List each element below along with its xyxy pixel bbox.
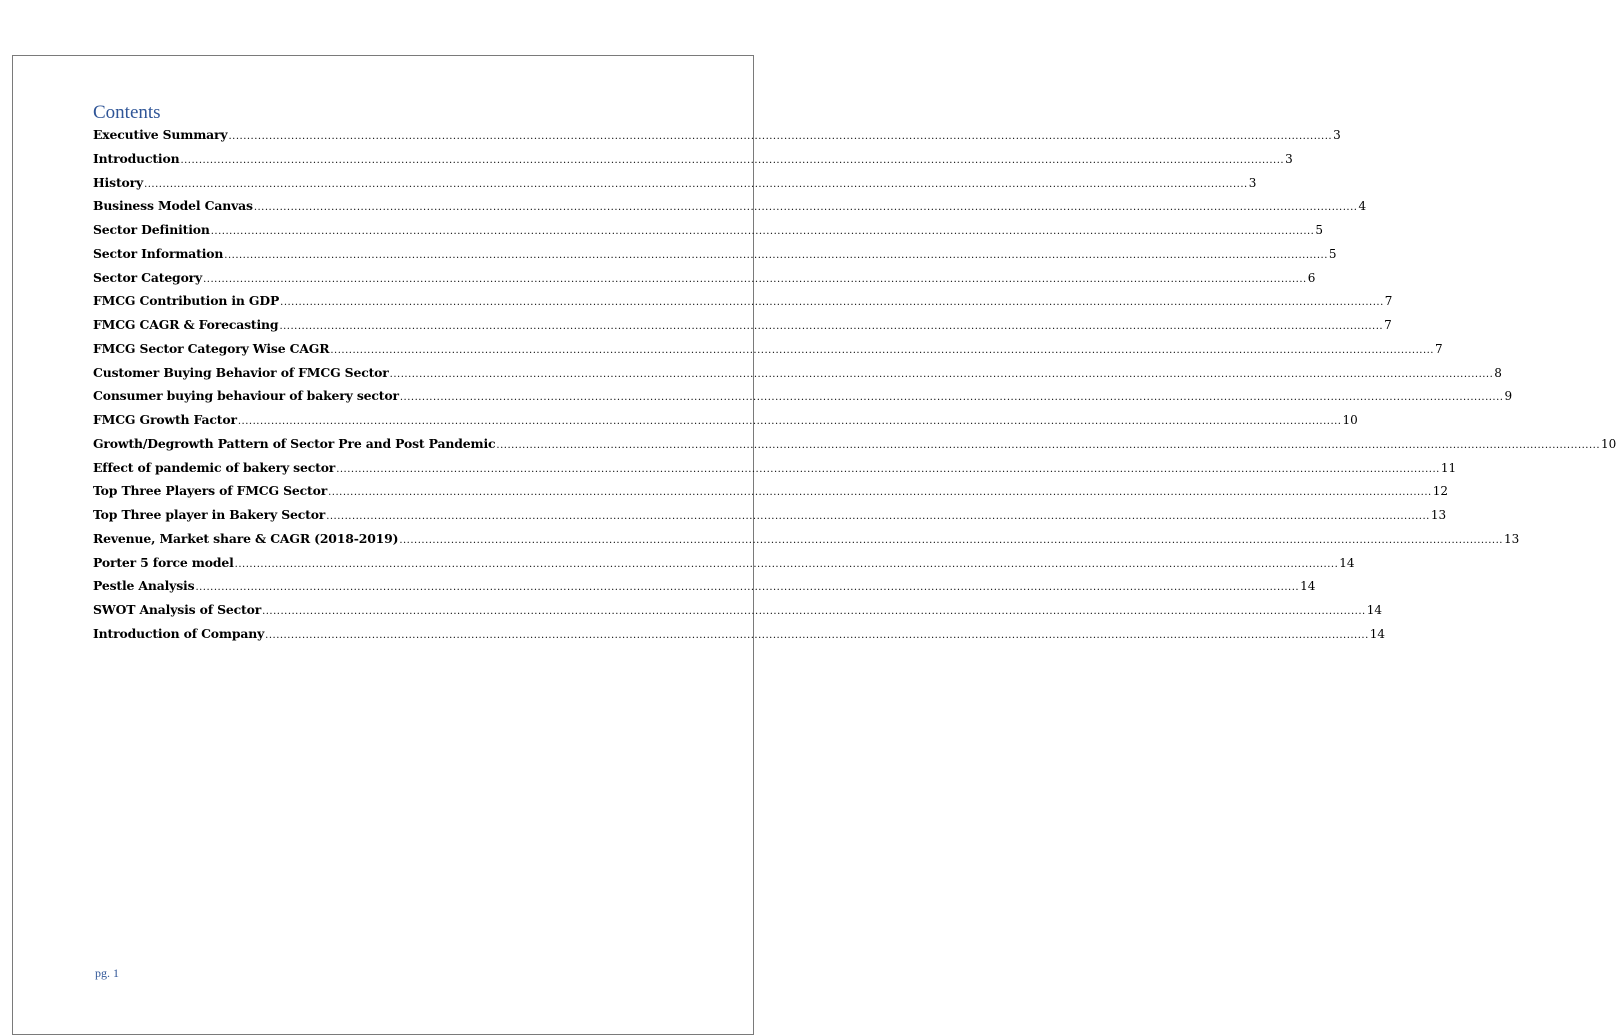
toc-entry-page: 5 xyxy=(1315,223,1324,237)
toc-entry-page: 3 xyxy=(1333,128,1341,142)
toc-entry-page: 11 xyxy=(1440,460,1457,475)
toc-entry-title: FMCG Growth Factor xyxy=(93,412,237,427)
toc-leader-dots: ............................................................................................................................................................................................................................................................................................................ xyxy=(280,297,1384,309)
toc-entry-page: 8 xyxy=(1494,365,1502,380)
toc-entry-page: 9 xyxy=(1504,389,1513,404)
toc-leader-dots: ............................................................................................................................................................................................................................................................................................................ xyxy=(180,154,1285,166)
toc-entry-page: 6 xyxy=(1307,270,1316,285)
toc-entry-page: 14 xyxy=(1369,626,1386,641)
toc-entry[interactable] xyxy=(93,243,1337,267)
toc-entry[interactable] xyxy=(93,457,1457,481)
toc-entry-page: 12 xyxy=(1432,484,1449,499)
toc-entry-title: FMCG Contribution in GDP xyxy=(93,293,280,309)
toc-leader-dots: ............................................................................................................................................................................................................................................................................................................ xyxy=(144,178,1248,190)
toc-entry[interactable] xyxy=(93,433,1616,457)
toc-leader-dots: ............................................................................................................................................................................................................................................................................................................ xyxy=(228,131,1333,142)
toc-leader-dots: ............................................................................................................................................................................................................................................................................................................ xyxy=(224,249,1328,261)
toc-entry-title: SWOT Analysis of Sector xyxy=(93,602,262,617)
toc-entry[interactable] xyxy=(93,195,1367,219)
toc-entry-page: 5 xyxy=(1328,246,1337,261)
toc-leader-dots: ............................................................................................................................................................................................................................................................................................................ xyxy=(195,582,1300,594)
toc-entry[interactable] xyxy=(93,528,1520,552)
toc-entry[interactable] xyxy=(93,267,1316,291)
toc-entry-page: 14 xyxy=(1300,579,1316,594)
toc-entry-page: 13 xyxy=(1503,531,1520,546)
toc-entry[interactable] xyxy=(93,504,1447,528)
toc-entry[interactable] xyxy=(93,338,1443,362)
toc-entry[interactable] xyxy=(93,362,1502,386)
toc-entry-page: 10 xyxy=(1342,413,1358,427)
toc-entry-title: Top Three player in Bakery Sector xyxy=(93,507,326,522)
toc-entry-title: FMCG CAGR & Forecasting xyxy=(93,317,279,332)
toc-entry-page: 13 xyxy=(1430,508,1447,522)
toc-entry-page: 7 xyxy=(1384,294,1393,309)
toc-leader-dots: ............................................................................................................................................................................................................................................................................................................ xyxy=(326,511,1430,522)
toc-entry-title: Sector Category xyxy=(93,269,203,285)
page-number: pg. 1 xyxy=(95,966,119,980)
toc-entry[interactable] xyxy=(93,575,1316,599)
toc-entry[interactable] xyxy=(93,480,1449,504)
toc-entry-title: History xyxy=(93,174,144,190)
toc-entry-title: Pestle Analysis xyxy=(93,578,195,594)
toc-leader-dots: ............................................................................................................................................................................................................................................................................................................ xyxy=(262,606,1366,617)
toc-entry[interactable] xyxy=(93,314,1392,338)
toc-entry-title: Introduction xyxy=(93,150,180,166)
toc-leader-dots: ............................................................................................................................................................................................................................................................................................................ xyxy=(279,321,1384,332)
toc-entry-title: Porter 5 force model xyxy=(93,554,234,570)
toc-entry-page: 3 xyxy=(1248,175,1257,190)
toc-entry[interactable] xyxy=(93,385,1513,409)
toc-entry[interactable] xyxy=(93,290,1393,314)
toc-entry-title: Executive Summary xyxy=(93,127,228,142)
toc-entry-page: 10 xyxy=(1601,436,1616,451)
toc-entry[interactable] xyxy=(93,552,1355,576)
toc-entry-title: Effect of pandemic of bakery sector xyxy=(93,459,336,475)
toc-entry-title: Introduction of Company xyxy=(93,625,265,641)
toc-leader-dots: ............................................................................................................................................................................................................................................................................................................ xyxy=(399,534,1503,546)
toc-leader-dots: ............................................................................................................................................................................................................................................................................................................ xyxy=(496,439,1601,451)
toc-entry-title: Sector Information xyxy=(93,245,224,261)
toc-entry[interactable] xyxy=(93,599,1382,623)
toc-leader-dots: ............................................................................................................................................................................................................................................................................................................ xyxy=(210,226,1315,237)
toc-leader-dots: ............................................................................................................................................................................................................................................................................................................ xyxy=(265,629,1369,641)
toc-entry-title: Revenue, Market share & CAGR (2018-2019) xyxy=(93,530,399,546)
toc-leader-dots: ............................................................................................................................................................................................................................................................................................................ xyxy=(389,368,1494,380)
toc-leader-dots: ............................................................................................................................................................................................................................................................................................................ xyxy=(328,487,1432,499)
toc-entry-page: 14 xyxy=(1366,603,1382,617)
toc-entry-page: 4 xyxy=(1358,199,1367,214)
toc-leader-dots: ............................................................................................................................................................................................................................................................................................................ xyxy=(253,202,1358,214)
toc-leader-dots: ............................................................................................................................................................................................................................................................................................................ xyxy=(237,416,1342,427)
table-of-contents xyxy=(93,124,1616,647)
toc-entry-title: Top Three Players of FMCG Sector xyxy=(93,483,328,499)
toc-entry-page: 14 xyxy=(1339,555,1355,570)
toc-entry-title: Business Model Canvas xyxy=(93,198,253,214)
toc-entry-title: Sector Definition xyxy=(93,222,210,237)
toc-leader-dots: ............................................................................................................................................................................................................................................................................................................ xyxy=(336,463,1440,475)
toc-entry[interactable] xyxy=(93,623,1386,647)
toc-leader-dots: ............................................................................................................................................................................................................................................................................................................ xyxy=(399,392,1504,404)
toc-leader-dots: ............................................................................................................................................................................................................................................................................................................ xyxy=(203,273,1307,285)
toc-entry[interactable] xyxy=(93,219,1324,243)
toc-leader-dots: ............................................................................................................................................................................................................................................................................................................ xyxy=(330,344,1434,356)
toc-entry-title: FMCG Sector Category Wise CAGR xyxy=(93,340,330,356)
toc-entry[interactable] xyxy=(93,172,1257,196)
toc-leader-dots: ............................................................................................................................................................................................................................................................................................................ xyxy=(234,558,1339,570)
toc-entry-title: Consumer buying behaviour of bakery sector xyxy=(93,388,399,404)
toc-entry[interactable] xyxy=(93,409,1358,433)
toc-entry-title: Growth/Degrowth Pattern of Sector Pre and Post Pandemic xyxy=(93,435,496,451)
toc-heading: Contents xyxy=(93,102,161,123)
toc-entry-title: Customer Buying Behavior of FMCG Sector xyxy=(93,364,389,380)
toc-entry-page: 7 xyxy=(1384,318,1392,332)
toc-entry-page: 7 xyxy=(1435,341,1443,356)
toc-entry[interactable] xyxy=(93,148,1293,172)
toc-entry-page: 3 xyxy=(1285,151,1293,166)
toc-entry[interactable] xyxy=(93,124,1341,148)
